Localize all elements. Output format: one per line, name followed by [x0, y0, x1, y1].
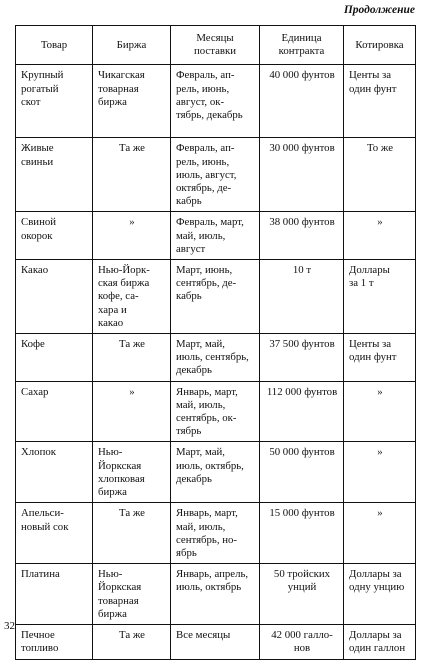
cell-exchange: »: [93, 212, 171, 260]
table-row: [16, 564, 416, 625]
cell-unit: 15 000 фунтов: [260, 503, 344, 564]
table-row: [16, 212, 416, 260]
table-row: [16, 381, 416, 442]
cell-quote: »: [344, 503, 416, 564]
cell-months: Февраль, ап- рель, июнь, июль, август, октябрь, де- кабрь: [171, 138, 260, 212]
cell-commodity: Хлопок: [16, 442, 93, 503]
cell-commodity: Апельси- новый сок: [16, 503, 93, 564]
cell-quote: »: [344, 442, 416, 503]
cell-months: Январь, март, май, июль, сентябрь, ок- тябрь: [171, 381, 260, 442]
cell-commodity: Кофе: [16, 334, 93, 382]
cell-exchange: Та же: [93, 503, 171, 564]
cell-quote: »: [344, 212, 416, 260]
cell-commodity: Какао: [16, 260, 93, 334]
cell-quote: Доллары за один галлон: [344, 625, 416, 659]
cell-months: Все месяцы: [171, 625, 260, 659]
table-header-row: [16, 26, 416, 65]
cell-quote: Центы за один фунт: [344, 334, 416, 382]
column-header-delivery-months: Месяцы поставки: [171, 26, 260, 65]
cell-exchange: Нью- Йоркская хлопковая биржа: [93, 442, 171, 503]
cell-unit: 38 000 фунтов: [260, 212, 344, 260]
table-row: [16, 625, 416, 659]
cell-months: Январь, апрель, июль, октябрь: [171, 564, 260, 625]
cell-unit: 50 тройских унций: [260, 564, 344, 625]
table-row: [16, 138, 416, 212]
cell-months: Январь, март, май, июль, сентябрь, но- ябрь: [171, 503, 260, 564]
cell-commodity: Живые свиньи: [16, 138, 93, 212]
page-number: 32: [4, 620, 15, 632]
column-header-contract-unit: Единица контракта: [260, 26, 344, 65]
continued-label: Продолжение: [343, 4, 415, 16]
column-header-exchange: Биржа: [93, 26, 171, 65]
futures-contracts-table: [15, 25, 416, 660]
column-header-commodity: Товар: [16, 26, 93, 65]
cell-months: Февраль, ап- рель, июнь, август, ок- тябрь, декабрь: [171, 65, 260, 138]
cell-commodity: Свиной окорок: [16, 212, 93, 260]
cell-commodity: Печное топливо: [16, 625, 93, 659]
cell-quote: Доллары за 1 т: [344, 260, 416, 334]
table-row: [16, 65, 416, 138]
cell-unit: 10 т: [260, 260, 344, 334]
cell-quote: То же: [344, 138, 416, 212]
cell-unit: 30 000 фунтов: [260, 138, 344, 212]
cell-exchange: Та же: [93, 334, 171, 382]
cell-unit: 40 000 фунтов: [260, 65, 344, 138]
cell-exchange: Чикагская товарная биржа: [93, 65, 171, 138]
column-header-quotation: Котировка: [344, 26, 416, 65]
cell-exchange: Нью- Йоркская товарная биржа: [93, 564, 171, 625]
cell-exchange: Та же: [93, 138, 171, 212]
cell-commodity: Платина: [16, 564, 93, 625]
cell-exchange: Нью-Йорк- ская биржа кофе, са- хара и какао: [93, 260, 171, 334]
cell-quote: Доллары за одну унцию: [344, 564, 416, 625]
cell-commodity: Крупный рогатый скот: [16, 65, 93, 138]
cell-commodity: Сахар: [16, 381, 93, 442]
table-row: [16, 334, 416, 382]
table-row: [16, 442, 416, 503]
table-row: [16, 260, 416, 334]
cell-exchange: »: [93, 381, 171, 442]
cell-unit: 112 000 фунтов: [260, 381, 344, 442]
table-row: [16, 503, 416, 564]
cell-months: Февраль, март, май, июль, август: [171, 212, 260, 260]
cell-exchange: Та же: [93, 625, 171, 659]
cell-months: Март, май, июль, сентябрь, декабрь: [171, 334, 260, 382]
cell-months: Март, июнь, сентябрь, де- кабрь: [171, 260, 260, 334]
cell-unit: 37 500 фунтов: [260, 334, 344, 382]
cell-quote: Центы за один фунт: [344, 65, 416, 138]
cell-unit: 50 000 фунтов: [260, 442, 344, 503]
cell-quote: »: [344, 381, 416, 442]
cell-unit: 42 000 галло- нов: [260, 625, 344, 659]
cell-months: Март, май, июль, октябрь, декабрь: [171, 442, 260, 503]
